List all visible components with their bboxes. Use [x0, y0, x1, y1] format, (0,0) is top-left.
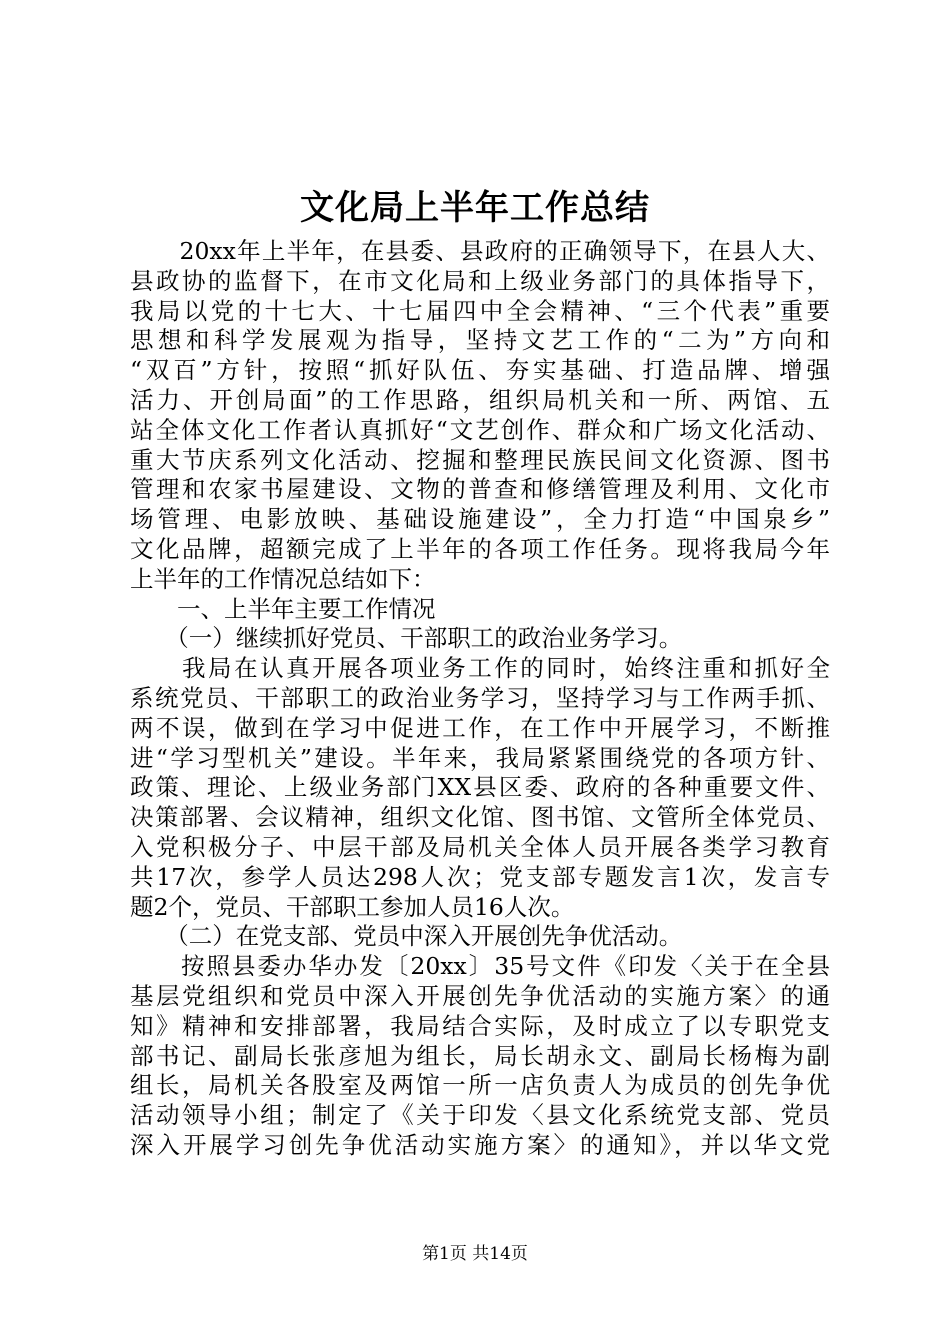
body-line: （二）在党支部、党员中深入开展创先争优活动。: [130, 922, 683, 951]
body-line: 思想和科学发展观为指导，坚持文艺工作的“二为”方向和: [130, 326, 830, 355]
body-line: 按照县委办华办发〔20xx〕35号文件《印发〈关于在全县: [130, 952, 830, 981]
body-line: 活力、开创局面”的工作思路，组织局机关和一所、两馆、五: [130, 385, 830, 414]
body-line: 一、上半年主要工作情况: [130, 594, 436, 623]
body-line: “双百”方针，按照“抓好队伍、夯实基础、打造品牌、增强: [130, 356, 830, 385]
document-body: [130, 237, 830, 1161]
body-line: 我局以党的十七大、十七届四中全会精神、“三个代表”重要: [130, 296, 830, 325]
body-line: 我局在认真开展各项业务工作的同时，始终注重和抓好全: [130, 654, 830, 683]
page-footer: 第1页 共14页: [422, 1244, 528, 1264]
body-line: 进“学习型机关”建设。半年来，我局紧紧围绕党的各项方针、: [130, 743, 830, 772]
body-line: 系统党员、干部职工的政治业务学习，坚持学习与工作两手抓、: [130, 683, 830, 712]
body-line: 决策部署、会议精神，组织文化馆、图书馆、文管所全体党员、: [130, 803, 830, 832]
body-line: 管理和农家书屋建设、文物的普查和修缮管理及利用、文化市: [130, 475, 830, 504]
body-line: 组长，局机关各股室及两馆一所一店负责人为成员的创先争优: [130, 1071, 830, 1100]
body-line: 题2个，党员、干部职工参加人员16人次。: [130, 892, 575, 921]
body-line: 场管理、电影放映、基础设施建设”，全力打造“中国泉乡”: [130, 505, 830, 534]
body-line: 部书记、副局长张彦旭为组长，局长胡永文、副局长杨梅为副: [130, 1041, 830, 1070]
body-line: 活动领导小组；制定了《关于印发〈县文化系统党支部、党员: [130, 1101, 830, 1130]
body-line: 20xx年上半年，在县委、县政府的正确领导下，在县人大、: [130, 237, 830, 265]
body-line: 县政协的监督下，在市文化局和上级业务部门的具体指导下，: [130, 266, 830, 295]
body-line: 深入开展学习创先争优活动实施方案〉的通知》，并以华文党: [130, 1130, 830, 1159]
body-line: 上半年的工作情况总结如下：: [130, 564, 436, 593]
body-line: 入党积极分子、中层干部及局机关全体人员开展各类学习教育: [130, 832, 830, 861]
body-line: 文化品牌，超额完成了上半年的各项工作任务。现将我局今年: [130, 534, 830, 563]
body-line: （一）继续抓好党员、干部职工的政治业务学习。: [130, 624, 683, 653]
body-line: 知》精神和安排部署，我局结合实际，及时成立了以专职党支: [130, 1011, 830, 1040]
body-line: 共17次，参学人员达298人次；党支部专题发言1次，发言专: [130, 862, 830, 891]
body-line: 两不误，做到在学习中促进工作，在工作中开展学习，不断推: [130, 713, 830, 742]
document-title: 文化局上半年工作总结: [300, 188, 650, 228]
body-line: 基层党组织和党员中深入开展创先争优活动的实施方案〉的通: [130, 981, 830, 1010]
body-line: 政策、理论、上级业务部门XX县区委、政府的各种重要文件、: [130, 773, 830, 802]
body-line: 站全体文化工作者认真抓好“文艺创作、群众和广场文化活动、: [130, 415, 830, 444]
body-line: 重大节庆系列文化活动、挖掘和整理民族民间文化资源、图书: [130, 445, 830, 474]
